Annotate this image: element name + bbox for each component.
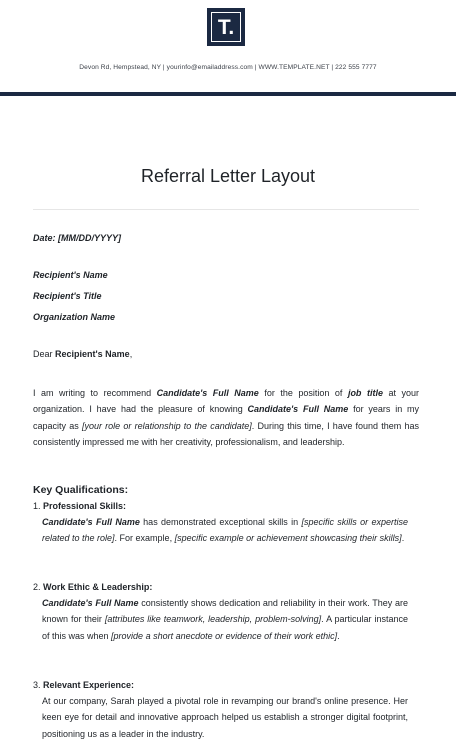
salutation-suffix: , <box>129 349 133 359</box>
list-title: Relevant Experience: <box>43 680 135 690</box>
anecdote-placeholder: [provide a short anecdote or evidence of their work ethic] <box>111 630 338 641</box>
header-divider <box>0 92 456 96</box>
candidate-name: Candidate's Full Name <box>42 517 140 527</box>
intro-text: I am writing to recommend <box>33 388 157 398</box>
qualification-2-title <box>33 579 152 595</box>
body-text: has demonstrated exceptional skills in <box>139 517 302 527</box>
logo-frame <box>211 12 241 42</box>
qualification-1-body <box>42 514 408 547</box>
qualifications-heading: Key Qualifications: <box>33 484 129 496</box>
company-logo <box>207 8 245 46</box>
body-text: . For example, <box>114 533 175 544</box>
list-title: Professional Skills: <box>43 501 127 511</box>
qualification-1-title <box>33 498 126 514</box>
example-placeholder: [specific example or achievement showcasing their skills] <box>174 533 402 544</box>
relationship-placeholder: [your role or relationship to the candidate] <box>81 420 252 431</box>
recipient-title: Recipient's Title <box>33 291 102 301</box>
list-number: 2. <box>33 582 44 592</box>
intro-text: for the position of <box>258 388 348 398</box>
list-number: 1. <box>33 501 44 511</box>
intro-text: for years in my capacity as <box>33 404 420 431</box>
intro-text: at your organization. I have had the pleasure of knowing <box>33 388 419 415</box>
body-text: . A particular instance of this was when <box>42 614 408 641</box>
list-number: 3. <box>33 680 44 690</box>
recipient-name: Recipient's Name <box>33 270 108 280</box>
candidate-name: Candidate's Full Name <box>247 404 349 415</box>
contact-info: Devon Rd, Hempstead, NY | yourinfo@emailaddress.com | WWW.TEMPLATE.NET | 222 555 7777 <box>79 64 377 71</box>
candidate-name: Candidate's Full Name <box>156 388 259 398</box>
qualification-3-title <box>33 677 134 693</box>
salutation-name: Recipient's Name <box>55 349 130 359</box>
body-text: . <box>337 630 340 641</box>
candidate-name: Candidate's Full Name <box>42 598 139 608</box>
body-text: . <box>401 533 405 544</box>
date-line: Date: [MM/DD/YYYY] <box>33 233 122 243</box>
job-title: job title <box>347 388 383 398</box>
title-divider <box>33 209 419 210</box>
intro-paragraph <box>33 385 419 450</box>
salutation <box>33 346 132 362</box>
list-title: Work Ethic & Leadership: <box>43 582 153 592</box>
intro-text: . During this time, I have found them has consistently impressed me with her creativity, professionalism, and leadership. <box>33 420 419 447</box>
logo-letter: T. <box>217 15 235 39</box>
body-text: consistently shows dedication and reliability in their work. They are known for their <box>42 598 408 625</box>
qualification-2-body <box>42 595 408 644</box>
skills-placeholder: [specific skills or expertise related to the role] <box>42 517 408 544</box>
qualification-3-body: At our company, Sarah played a pivotal role in revamping our brand's online presence. Her keen eye for detail and innovative approach helped us establish a stronger digital footprint, positioning us as a leader in the industry. <box>42 696 408 739</box>
recipient-org: Organization Name <box>33 312 116 322</box>
page-title: Referral Letter Layout <box>140 166 316 186</box>
salutation-prefix: Dear <box>33 349 56 359</box>
attributes-placeholder: [attributes like teamwork, leadership, problem-solving] <box>104 614 322 625</box>
